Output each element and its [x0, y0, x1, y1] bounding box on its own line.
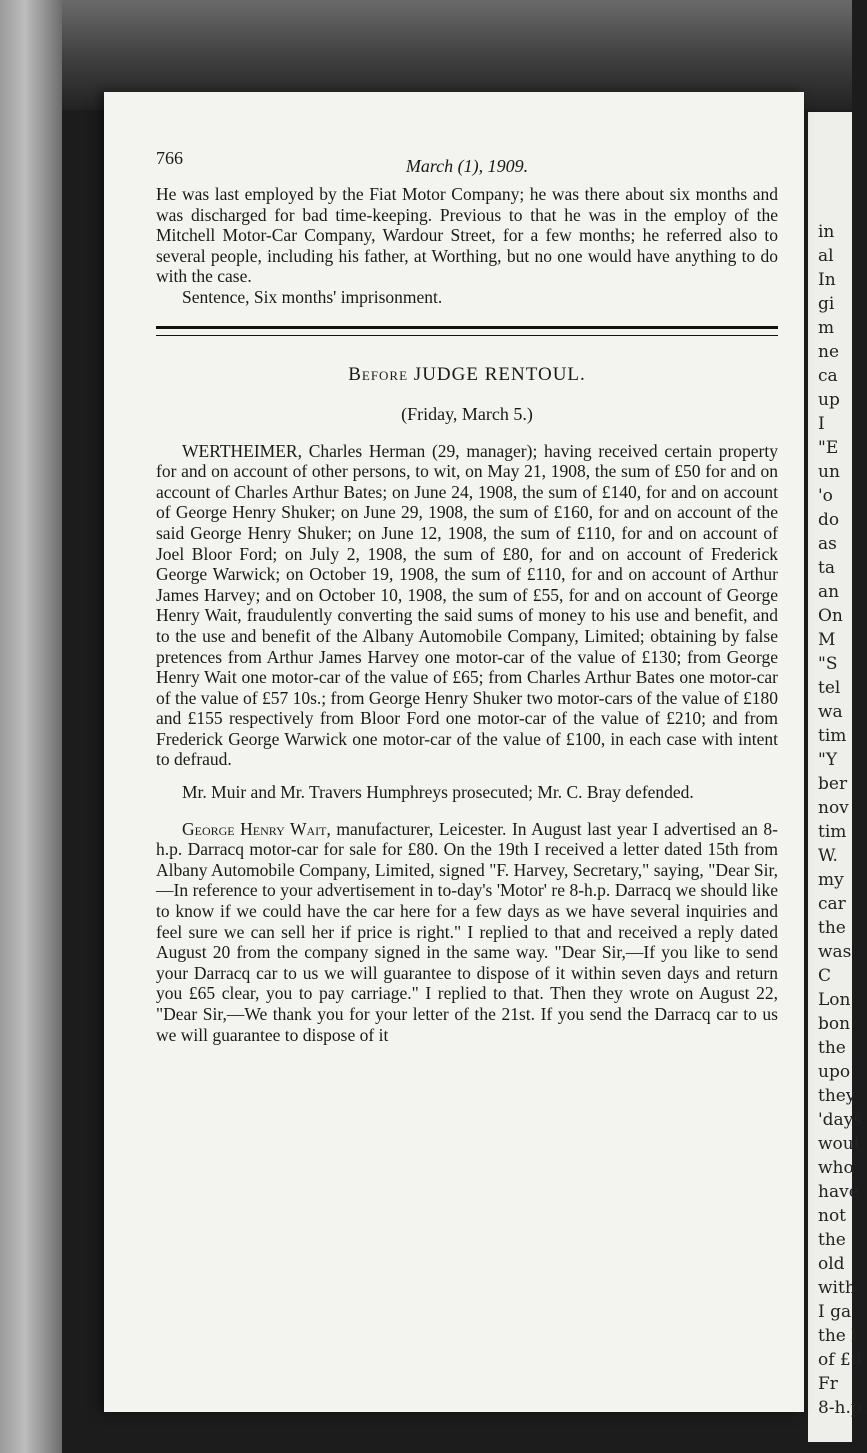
facing-page-fragment: tim	[818, 726, 847, 746]
facing-page-fragment: bon	[818, 1014, 851, 1034]
facing-page-fragment: up	[818, 390, 840, 410]
testimony-paragraph	[156, 819, 778, 1046]
spacer	[156, 770, 778, 782]
judge-heading-name: JUDGE RENTOUL.	[413, 363, 586, 385]
facing-page-fragment: 'days	[818, 1110, 863, 1130]
judge-heading	[156, 364, 778, 386]
facing-page-fragment: W.	[818, 846, 838, 866]
facing-page-fragment: upo	[818, 1062, 851, 1082]
counsel-paragraph: Mr. Muir and Mr. Travers Humphreys prosecuted; Mr. C. Bray defended.	[182, 782, 694, 803]
facing-page-fragment: ca	[818, 366, 838, 386]
page-content	[156, 144, 778, 1045]
facing-page-fragment: "E	[818, 438, 839, 458]
facing-page-fragment: who	[818, 1158, 854, 1178]
facing-page-fragment: I ga	[818, 1302, 852, 1322]
facing-page-fragment: Lon	[818, 990, 851, 1010]
facing-page-fragment: the	[818, 1230, 846, 1250]
facing-page-fragment: ber	[818, 774, 848, 794]
facing-page-fragment: not	[818, 1206, 847, 1226]
judge-heading-prefix: Before	[348, 363, 409, 385]
facing-page-fragment: an	[818, 582, 840, 602]
facing-page-fragment: "S	[818, 654, 838, 674]
facing-page-fragment: old	[818, 1254, 845, 1274]
facing-page-fragment: car	[818, 894, 846, 914]
facing-page-fragment: woul	[818, 1134, 860, 1154]
facing-page-fragment: 'o	[818, 486, 833, 506]
facing-page-fragment: gi	[818, 294, 835, 314]
facing-page-fragment: On	[818, 606, 843, 626]
facing-page-fragment: I	[818, 414, 825, 434]
intro-paragraph: He was last employed by the Fiat Motor Company; he was there about six months and was discharged for bad time-keeping. Previous to that he was in the employ of the Mitchell Motor-Car Company, Wardour Street, for a few months; he referred also to several people, including his father, at Worthing, but no one would have anything to do with the case.	[156, 184, 778, 287]
section-divider	[156, 326, 778, 336]
page-number: 766	[156, 148, 183, 168]
running-header	[156, 144, 778, 184]
facing-page-fragment: as	[818, 534, 837, 554]
facing-page-fragment: ta	[818, 558, 835, 578]
sentence-line: Sentence, Six months' imprisonment.	[182, 286, 443, 307]
facing-page-fragment: do	[818, 510, 840, 530]
spacer	[156, 803, 778, 819]
facing-page-fragment: of £6	[818, 1350, 862, 1370]
facing-page-fragment: "Y	[818, 750, 838, 770]
book-page	[104, 92, 804, 1412]
facing-page-fragment: the	[818, 918, 846, 938]
facing-page-fragment: the	[818, 1038, 846, 1058]
facing-page-fragment: Fr	[818, 1374, 838, 1394]
facing-page-fragment: wa	[818, 702, 843, 722]
witness-name: George Henry Wait,	[182, 818, 331, 839]
facing-page-fragment: un	[818, 462, 840, 482]
scan-background-left	[0, 0, 62, 1453]
running-date: March (1), 1909.	[405, 156, 529, 176]
facing-page-fragment: tel	[818, 678, 841, 698]
indictment-paragraph: WERTHEIMER, Charles Herman (29, manager); having received certain property for and on account of other persons, to wit, on May 21, 1908, the sum of £50 for and on account of Charles Arthur Bates; on June 24, 1908, the sum of £140, for and on account of George Henry Shuker; on June 29, 1908, the sum of £160, for and on account of the said George Henry Shuker; on June 12, 1908, the sum of £110, for and on account of Joel Bloor Ford; on July 2, 1908, the sum of £80, for and on account of Frederick George Warwick; on October 19, 1908, the sum of £110, for and on account of Arthur James Harvey; and on October 10, 1908, the sum of £55, for and on account of George Henry Wait, fraudulently converting the said sums of money to his use and benefit, and to the use and benefit of the Albany Automobile Company, Limited; obtaining by false pretences from Arthur James Harvey one motor-car of the value of £130; from George Henry Wait one motor-car of the value of £65; from Charles Arthur Bates one motor-car of the value of £57 10s.; from George Henry Shuker two motor-cars of the value of £180 and £155 respectively from Bloor Ford one motor-car of the value of £210; and from Frederick George Warwick one motor-car of the value of £100, in each case with intent to defraud.	[156, 440, 778, 770]
facing-page-fragment: in	[818, 222, 835, 242]
facing-page-fragment: have	[818, 1182, 859, 1202]
facing-page-fragment: M	[818, 630, 836, 650]
facing-page-fragment: nov	[818, 798, 849, 818]
facing-page-fragment: tim	[818, 822, 847, 842]
facing-page-fragment: m	[818, 318, 835, 338]
facing-page-fragment: In	[818, 270, 836, 290]
facing-page-fragment: was	[818, 942, 852, 962]
facing-page-fragment: C	[818, 966, 832, 986]
facing-page-fragment: my	[818, 870, 844, 890]
facing-page-fragment: al	[818, 246, 834, 266]
facing-page-fragment: they	[818, 1086, 856, 1106]
day-heading: (Friday, March 5.)	[401, 403, 533, 424]
testimony-text: manufacturer, Leicester. In August last year I advertised an 8-h.p. Darracq motor-car for sale for £80. On the 19th I received a letter dated 15th from Albany Automobile Company, Limited, signed "F. Harvey, Secretary," saying, "Dear Sir,—In reference to your advertisement in to-day's 'Motor' re 8-h.p. Darracq we should like to know if we could have the car here for a few days as we have several inquiries and feel sure we can sell her if price is right." I replied to that and received a reply dated August 20 from the company signed in the same way. "Dear Sir,—If you like to send your Darracq car to us we will guarantee to dispose of it within seven days and return you £65 clear, you to pay carriage." I replied to that. Then they wrote on August 22, "Dear Sir,—We thank you for your letter of the 21st. If you send the Darracq car to us we will guarantee to dispose of it	[156, 818, 779, 1045]
facing-page-fragment: ne	[818, 342, 840, 362]
facing-page-fragment: with	[818, 1278, 856, 1298]
facing-page-edge	[808, 112, 867, 1442]
facing-page-fragment: the l	[818, 1326, 857, 1346]
facing-page-fragment: 8-h.p.	[818, 1398, 867, 1418]
